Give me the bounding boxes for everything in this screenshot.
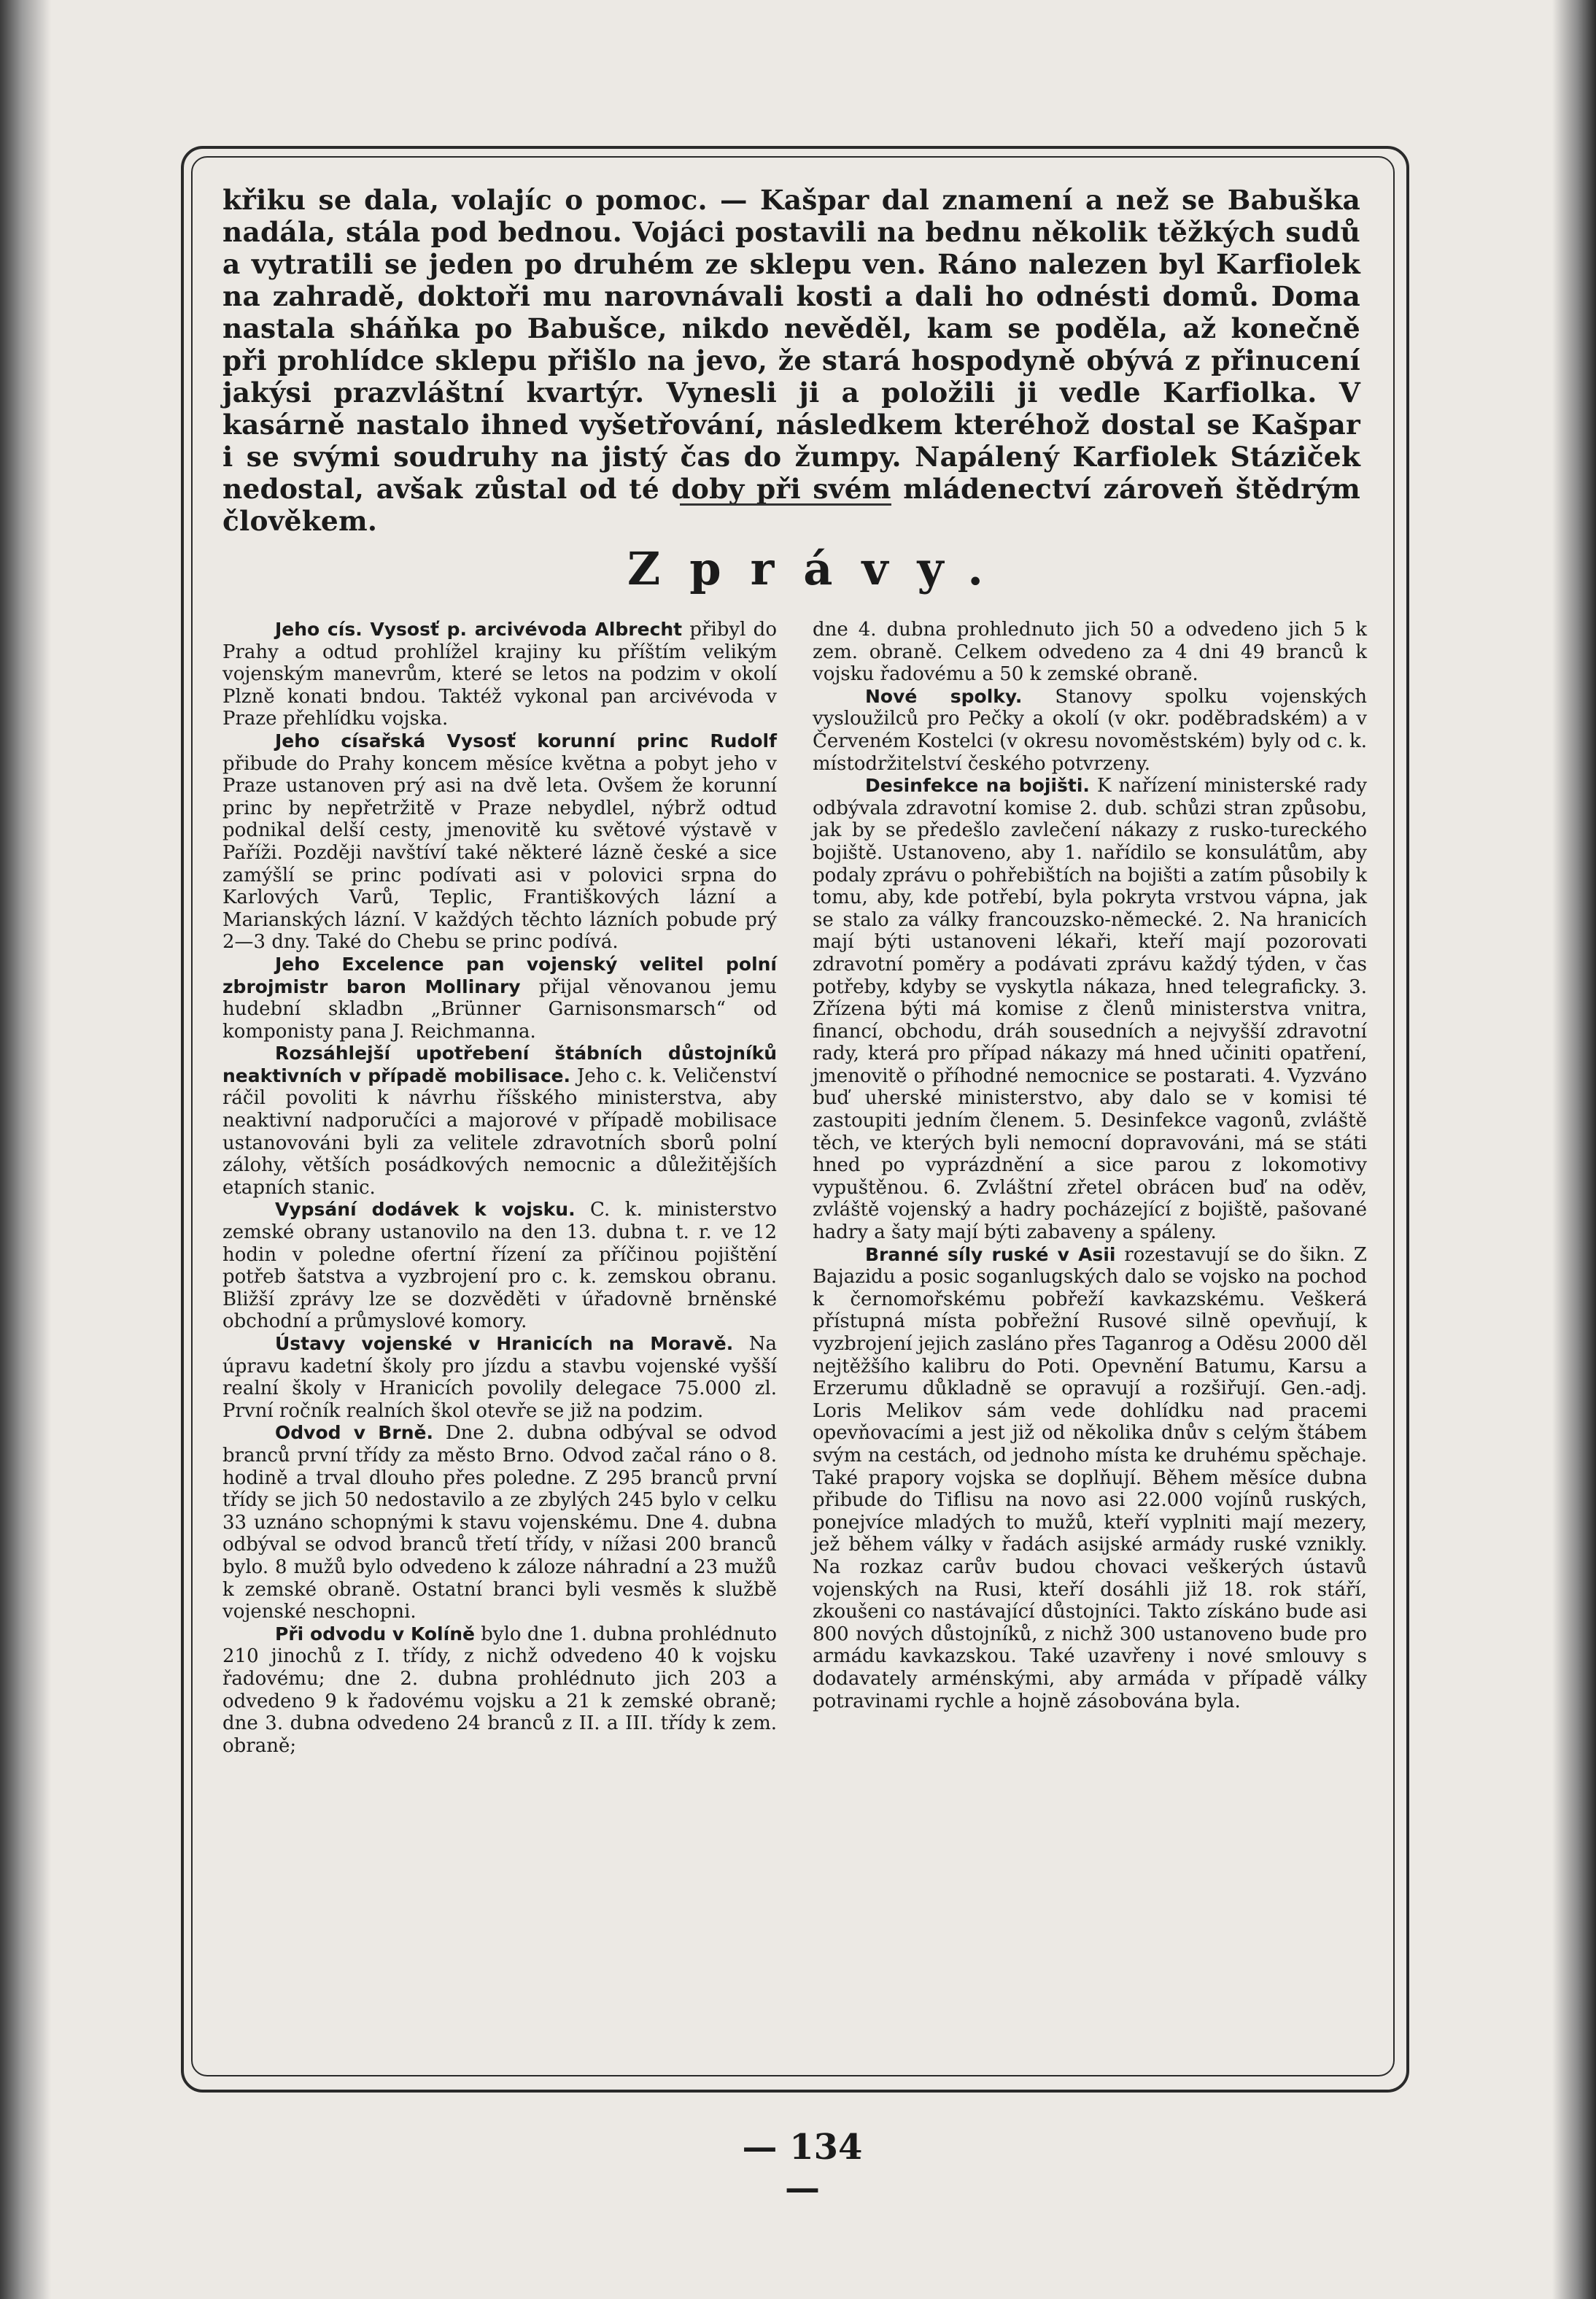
news-item-body: přibyl do Prahy a odtud prohlížel krajiny ku příštím velikým vojenským manevrům, které se letos na podzim v okolí Plzně konati bndou. Taktéž vykonal pan arcivévoda v Praze přehlídku vojska. — [222, 619, 777, 730]
news-item — [222, 1199, 777, 1333]
section-heading: Zprávy. — [627, 542, 1012, 595]
news-item-body: Dne 2. dubna odbýval se odvod branců první třídy za město Brno. Odvod začal ráno o 8. hodině a trval dlouho přes poledne. Z 295 branců první třídy se jich 50 nedostavilo a ze zbylých 245 bylo v celku 33 uznáno schopnými k stavu vojenskému. Dne 4. dubna odbýval se odvod branců třetí třídy, v nížasi 200 branců bylo. 8 mužů bylo odvedeno k záloze náhradní a 23 mužů k zemské obraně. Ostatní branci byli vesměs k službě vojenské neschopni. — [222, 1422, 778, 1623]
news-item — [222, 1623, 777, 1758]
section-divider — [680, 503, 891, 506]
news-item-body: K nařízení ministerské rady odbývala zdravotní komise 2. dub. schůzi stran způsobu, jak by se předešlo zavlečení nákazy z rusko-tureckého bojiště. Ustanoveno, aby 1. nařídilo se konsulátům, aby podaly zprávu o pohřebištích na bojišti a zatím působily k tomu, aby, kde potřebí, byla pokryta vrstvou vápna, jak se stalo za války francouzsko-německé. 2. Na hranicích mají býti ustanoveni lékaři, kteří mají pozorovati zdravotní poměry a podávati zprávu každý týden, v čas potřeby, kdyby se vyskytla nákaza, hned telegraficky. 3. Zřízena býti má komise z členů ministerstva vnitra, financí, obchodu, dráh sousedních a nejvyšší zdravotní rady, která pro případ nákazy má hned učiniti opatření, jmenovitě o příhodné nemocnice se postarati. 4. Vyzváno buď uherské ministerstvo, aby dalo se v komisi té zastoupiti jedním členem. 5. Desinfekce vagonů, zvláště těch, ve kterých byli nemocní dopravováni, má se státi hned po vyprázdnění a sice parou z lokomotivy vypuštěnou. 6. Zvláštní zřetel obrácen buď na oděv, zvláště vojenský a hadry pocházející z bojiště, pašované hadry a šaty mají býti zabaveny a spáleny. — [813, 775, 1367, 1244]
news-item-title: Vypsání dodávek k vojsku. — [275, 1199, 576, 1221]
news-item — [222, 1422, 777, 1623]
news-item-body: Jeho c. k. Veličenství ráčil povoliti k návrhu říšského ministerstva, aby neaktivní nadporučíci a majorové v případě mobilisace ustanovováni byli za velitele zdravotních sborů polní zálohy, větších posádkových nemocnic a důležitějších etapních stanic. — [222, 1065, 777, 1199]
scan-edge-right — [1552, 0, 1596, 2299]
news-item-title: Při odvodu v Kolíně — [275, 1623, 475, 1645]
news-item-body: bylo dne 1. dubna prohlédnuto 210 jinochů z I. třídy, z nichž odvedeno 40 k vojsku řadovému; dne 2. dubna prohlédnuto jich 203 a odvedeno 9 k řadovému vojsku a 21 k zemské obraně; dne 3. dubna odvedeno 24 branců z II. a III. třídy k zem. obraně; — [222, 1623, 777, 1757]
news-item — [222, 730, 777, 954]
news-item-continuation — [813, 619, 1367, 686]
story-ending-paragraph: křiku se dala, volajíc o pomoc. — Kašpar dal znamení a než se Babuška nadála, stála pod bednou. Vojáci postavili na bednu několik těžkých sudů a vytratili se jeden po druhém ze sklepu ven. Ráno nalezen byl Karfiolek na zahradě, doktoři mu narovnávali kosti a dali ho odnésti domů. Doma nastala sháňka po Babušce, nikdo nevěděl, kam se poděla, až konečně při prohlídce sklepu přišlo na jevo, že stará hospodyně obývá z přinucení jakýsi prazvláštní kvartýr. Vynesli ji a položili ji vedle Karfiolka. V kasárně nastalo ihned vyšetřování, následkem kteréhož dostal se Kašpar i se svými soudruhy na jistý čas do žumpy. Napálený Karfiolek Stáziček nedostal, avšak zůstal od té doby při svém mládenectví zároveň štědrým člověkem. — [222, 184, 1360, 537]
news-item-body: přibude do Prahy koncem měsíce května a pobyt jeho v Praze ustanoven prý asi na dvě leta. Ovšem že korunní princ by nepřetržitě v Praze nebydlel, nýbrž odtud podnikal delší cesty, jmenovitě ku světové výstavě v Paříži. Později navštíví také některé lázně české a sice zamýšlí se princ podívati asi v polovici srpna do Karlových Varů, Teplic, Františkových lázní a Marianských lázní. V každých těchto lázních pobude prý 2—3 dny. Také do Chebu se princ podívá. — [222, 752, 777, 954]
news-item-body: Na úpravu kadetní školy pro jízdu a stavbu vojenské vyšší realní školy v Hranicích povolily delegace 75.000 zl. První ročník realních škol otevře se již na podzim. — [222, 1333, 777, 1422]
news-item — [222, 1333, 777, 1422]
news-item — [813, 775, 1367, 1243]
news-item-title: Nové spolky. — [865, 685, 1023, 707]
news-item-body: C. k. ministerstvo zemské obrany ustanovilo na den 13. dubna t. r. ve 12 hodin v poledne ofertní řízení za příčinou pojištění potřeb šatstva a vyzbrojení pro c. k. zemskou obranu. Bližší zprávy lze se dozvěděti v úřadovně brněnské obchodní a průmyslové komory. — [222, 1199, 777, 1333]
news-column-right — [813, 619, 1367, 1712]
news-item — [813, 686, 1367, 775]
news-item — [222, 619, 777, 730]
scan-edge-left — [0, 0, 51, 2299]
news-item-body: dne 4. dubna prohlednuto jich 50 a odvedeno jich 5 k zem. obraně. Celkem odvedeno za 4 dni 49 branců k vojsku řadovému a 50 k zemské obraně. — [813, 619, 1367, 686]
news-item-title: Branné síly ruské v Asii — [865, 1243, 1116, 1265]
news-item-title: Rozsáhlejší upotřebení štábních důstojníků neaktivních v případě mobilisace. — [222, 1043, 777, 1086]
news-item — [222, 954, 777, 1043]
news-item-title: Jeho cís. Vysosť p. arcivévoda Albrecht — [275, 619, 683, 640]
news-item-title: Odvod v Brně. — [275, 1422, 433, 1444]
news-item-title: Jeho císařská Vysosť korunní princ Rudolf — [275, 730, 777, 751]
news-item-title: Jeho Excelence pan vojenský velitel polní zbrojmistr baron Mollinary — [222, 953, 777, 997]
news-item-body: přijal věnovanou jemu hudební skladbn „Brünner Garnisonsmarsch“ od komponisty pana J. Reichmanna. — [222, 975, 777, 1043]
news-item — [813, 1244, 1367, 1712]
news-item-body: Stanovy spolku vojenských vysloužilců pro Pečky a okolí (v okr. poděbradském) a v Červeném Kostelci (v okresu novoměstském) byly od c. k. místodržitelství českého potvrzeny. — [813, 685, 1367, 775]
news-item — [222, 1043, 777, 1199]
news-item-body: rozestavují se do šikn. Z Bajazidu a posic soganlugských dalo se vojsko na pochod k černomořskému pobřeží kavkazskému. Veškerá přístupná místa pobřežní Rusové silně opevňují, k vyzbrojení jejich zasláno přes Taganrog a Oděsu 2000 děl nejtěžšího kalibru do Poti. Opevnění Batumu, Karsu a Erzerumu důkladně se opravují a rozšiřují. Gen.-adj. Loris Melikov sám vede dohlídku nad pracemi opevňovacími a jest již od několika dnův s celým štábem svým na cestách, od jednoho místa ke druhému spěchaje. Také prapory vojska se doplňují. Během měsíce dubna přibude do Tiflisu na novo asi 22.000 vojínů ruských, ponejvíce mladých to mužů, kteří vyplniti mají mezery, jež během války v řadách asijské armády ruské vznikly. Na rozkaz carův budou chovaci veškerých ústavů vojenských na Rusi, kteří dosáhli již 18. rok stáří, zkoušeni co nastávající důstojníci. Takto získáno bude asi 800 nových důstojníků, z nichž 300 ustanoveno bude pro armádu kavkazskou. Také uzavřeny i nové smlouvy s dodavately arménskými, aby armáda v případě války potravinami rychle a hojně zásobována byla. — [813, 1243, 1368, 1712]
news-item-title: Ústavy vojenské v Hranicích na Moravě. — [275, 1333, 734, 1354]
news-column-left — [222, 619, 777, 1757]
page-number: — 134 — — [742, 2127, 863, 2209]
news-item-title: Desinfekce na bojišti. — [865, 775, 1090, 797]
